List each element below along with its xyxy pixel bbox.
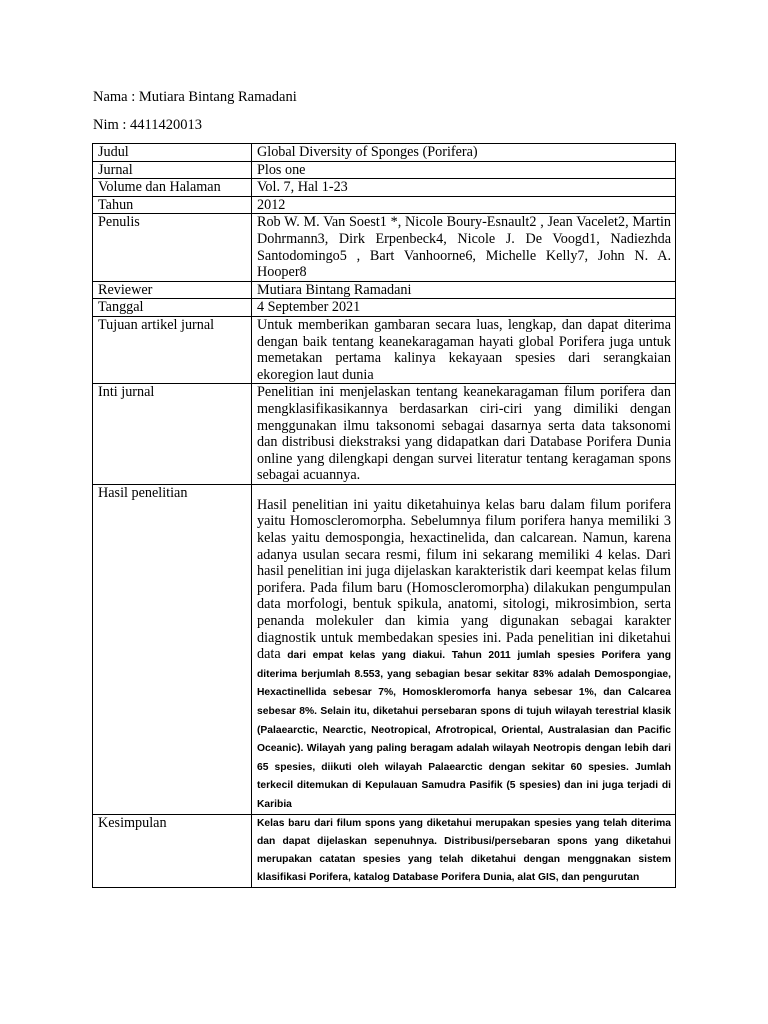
hasil-text-sans: dari empat kelas yang diakui. Tahun 2011 jumlah spesies Porifera yang diterima berjumlah 8.553, yang sebagian besar sekitar 83% adalah Demospongiae, Hexactinellida sebesar 7%, Homoskleromorfa hanya sebesar 1%, dan Calcarea sebesar 8%. Selain itu, diketahui persebaran spons di tujuh wilayah terestrial klasik (Palaearctic, Nearctic, Neotropical, Afrotropical, Oriental, Australasian dan Pacific Oceanic). Wilayah yang paling beragam adalah wilayah Neotropis dengan lebih dari 65 spesies, diikuti oleh wilayah Palaearctic dengan sekitar 60 spesies. Jumlah terkecil ditemukan di Kepulauan Samudra Pasifik (5 spesies) dan ini juga terjadi di Karibia — [257, 650, 671, 810]
row-value-tahun: 2012 — [252, 196, 676, 214]
hasil-text-serif: Hasil penelitian ini yaitu diketahuinya kelas baru dalam filum porifera yaitu Homoscleromorpha. Sebelumnya filum porifera hanya memiliki 3 kelas yaitu demospongia, hexactinelida, dan calcarean. Namun, karena adanya usulan secara resmi, filum ini sekarang memiliki 4 kelas. Dari hasil penelitian ini juga dijelaskan karakteristik dari keempat kelas filum porifera. Pada filum baru (Homoscleromorpha) dilakukan pengumpulan data morfologi, bentuk spikula, anatomi, sitologi, mikrosimbion, serta penanda molekuler dan kimia yang digunakan sebagai karakter diagnostik untuk membedakan spesies ini. Pada penelitian ini diketahui data — [257, 496, 671, 663]
table-row — [93, 299, 676, 317]
review-table — [92, 143, 676, 888]
table-row — [93, 281, 676, 299]
table-row — [93, 484, 676, 814]
row-value-hasil — [252, 484, 676, 814]
row-label-reviewer: Reviewer — [93, 281, 252, 299]
table-row — [93, 214, 676, 281]
row-label-volume: Volume dan Halaman — [93, 179, 252, 197]
spacer — [257, 485, 671, 497]
row-label-tanggal: Tanggal — [93, 299, 252, 317]
table-row — [93, 814, 676, 888]
row-label-jurnal: Jurnal — [93, 161, 252, 179]
row-value-volume: Vol. 7, Hal 1-23 — [252, 179, 676, 197]
row-value-penulis: Rob W. M. Van Soest1 *, Nicole Boury-Esnault2 , Jean Vacelet2, Martin Dohrmann3, Dirk Erpenbeck4, Nicole J. De Voogd1, Nadiezhda Santodomingo5 , Bart Vanhoorne6, Michelle Kelly7, John N. A. Hooper8 — [252, 214, 676, 281]
table-row — [93, 384, 676, 485]
student-id: Nim : 4411420013 — [93, 117, 203, 133]
row-value-jurnal: Plos one — [252, 161, 676, 179]
row-value-tujuan: Untuk memberikan gambaran secara luas, lengkap, dan dapat diterima dengan baik tentang keanekaragaman hayati global Porifera juga untuk memetakan pertama kalinya kekayaan spesies dari serangkaian ekoregion laut dunia — [252, 316, 676, 383]
table-row — [93, 161, 676, 179]
table-row — [93, 316, 676, 383]
row-value-kesimpulan: Kelas baru dari filum spons yang diketahui merupakan spesies yang telah diterima dan dapat dijelaskan sepenuhnya. Distribusi/persebaran spons yang diketahui merupakan catatan spesies yang telah diketahui dengan menggnakan sistem klasifikasi Porifera, katalog Database Porifera Dunia, alat GIS, dan pengurutan — [252, 814, 676, 888]
row-label-tujuan: Tujuan artikel jurnal — [93, 316, 252, 383]
row-label-inti: Inti jurnal — [93, 384, 252, 485]
row-label-hasil: Hasil penelitian — [93, 484, 252, 814]
table-row — [93, 144, 676, 162]
row-label-penulis: Penulis — [93, 214, 252, 281]
row-label-kesimpulan: Kesimpulan — [93, 814, 252, 888]
table-row — [93, 179, 676, 197]
row-label-judul: Judul — [93, 144, 252, 162]
student-name: Nama : Mutiara Bintang Ramadani — [93, 89, 297, 105]
row-value-reviewer: Mutiara Bintang Ramadani — [252, 281, 676, 299]
row-label-tahun: Tahun — [93, 196, 252, 214]
row-value-judul: Global Diversity of Sponges (Porifera) — [252, 144, 676, 162]
row-value-inti: Penelitian ini menjelaskan tentang keanekaragaman filum porifera dan mengklasifikasikannya berdasarkan ciri-ciri yang dimiliki dengan menggunakan ilmu taksonomi sebagai dasarnya serta data taksonomi dan distribusi diekstraksi yang didapatkan dari Database Porifera Dunia online yang dilengkapi dengan survei literatur tentang keragaman spons sebagai acuannya. — [252, 384, 676, 485]
table-row — [93, 196, 676, 214]
row-value-tanggal: 4 September 2021 — [252, 299, 676, 317]
